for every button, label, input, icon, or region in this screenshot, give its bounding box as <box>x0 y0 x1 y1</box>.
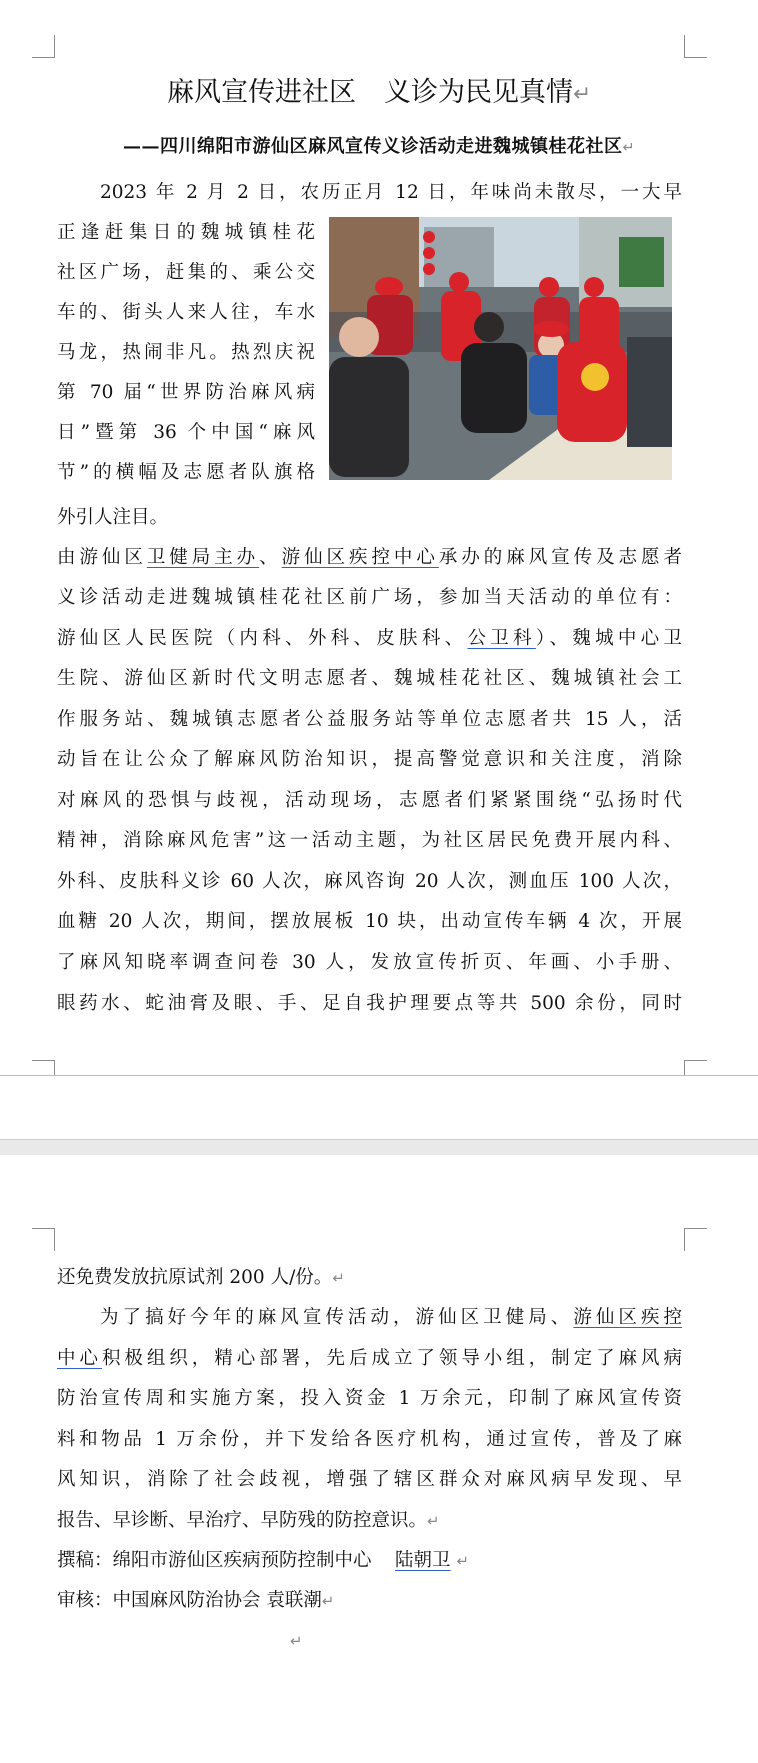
crop-mark-top-left <box>32 35 55 58</box>
text-line: 日”暨第 36 个中国“麻风 <box>57 422 315 443</box>
text-line: 社区广场，赶集的、乘公交 <box>57 262 315 283</box>
text-line: 报告、早诊断、早治疗、早防残的防控意识。↵ <box>57 1510 440 1531</box>
crop-mark-top-left <box>32 1228 55 1251</box>
link-cdc-2-cont[interactable]: 中心 <box>57 1348 102 1369</box>
page-edge <box>0 1075 758 1076</box>
text-line: 精神，消除麻风危害”这一活动主题，为社区居民免费开展内科、 <box>57 830 682 851</box>
crop-mark-top-right <box>684 1228 707 1251</box>
page-subtitle: ——四川绵阳市游仙区麻风宣传义诊活动走进魏城镇桂花社区↵ <box>122 136 636 157</box>
text-line: 还免费发放抗原试剂 200 人/份。↵ <box>57 1267 345 1288</box>
document-page-2 <box>0 1155 758 1763</box>
text-line: 外引人注目。 <box>57 507 169 528</box>
text-line: 节”的横幅及志愿者队旗格 <box>57 462 315 483</box>
link-cdc[interactable]: 游仙区疾控中心 <box>281 547 439 568</box>
author-name[interactable]: 陆朝卫 <box>395 1550 451 1571</box>
text-line: 防治宣传周和实施方案，投入资金 1 万余元，印制了麻风宣传资 <box>57 1388 682 1409</box>
text-line: 作服务站、魏城镇志愿者公益服务站等单位志愿者共 15 人，活 <box>57 709 682 730</box>
link-cdc-2[interactable]: 游仙区疾控 <box>573 1307 682 1328</box>
text-line: 正逢赶集日的魏城镇桂花 <box>57 222 315 243</box>
crop-mark-top-right <box>684 35 707 58</box>
text-line: 料和物品 1 万余份，并下发给各医疗机构，通过宣传，普及了麻 <box>57 1429 682 1450</box>
reviewer-line: 审核：中国麻风防治协会 袁联潮↵ <box>57 1590 335 1611</box>
text-line: 游仙区人民医院（内科、外科、皮肤科、公卫科）、魏城中心卫 <box>57 628 682 649</box>
text-line: 动旨在让公众了解麻风防治知识，提高警觉意识和关注度，消除 <box>57 749 682 770</box>
text-line: 风知识，消除了社会歧视，增强了辖区群众对麻风病早发现、早 <box>57 1469 682 1490</box>
author-line: 撰稿：绵阳市游仙区疾病预防控制中心 陆朝卫 ↵ <box>57 1550 469 1571</box>
text-line: 了麻风知晓率调查问卷 30 人，发放宣传折页、年画、小手册、 <box>57 952 682 973</box>
empty-paragraph: ↵ <box>290 1633 303 1650</box>
page-title: 麻风宣传进社区 义诊为民见真情↵ <box>166 77 592 108</box>
text-line: 由游仙区卫健局主办、游仙区疾控中心承办的麻风宣传及志愿者 <box>57 547 682 568</box>
text-line: 义诊活动走进魏城镇桂花社区前广场，参加当天活动的单位有： <box>57 587 682 608</box>
text-line: 第 70 届“世界防治麻风病 <box>57 382 315 403</box>
text-line: 生院、游仙区新时代文明志愿者、魏城桂花社区、魏城镇社会工 <box>57 668 682 689</box>
text-line: 马龙，热闹非凡。热烈庆祝 <box>57 342 315 363</box>
text-line: 外科、皮肤科义诊 60 人次，麻风咨询 20 人次，测血压 100 人次， <box>57 871 682 892</box>
text-line: 眼药水、蛇油膏及眼、手、足自我护理要点等共 500 余份，同时 <box>57 993 682 1014</box>
link-public-health-dept[interactable]: 公卫科 <box>467 628 536 649</box>
text-line: 对麻风的恐惧与歧视，活动现场，志愿者们紧紧围绕“弘扬时代 <box>57 790 682 811</box>
text-line: 血糖 20 人次，期间，摆放展板 10 块，出动宣传车辆 4 次，开展 <box>57 911 682 932</box>
text-line: 为了搞好今年的麻风宣传活动，游仙区卫健局、游仙区疾控 <box>100 1307 682 1328</box>
photo-volunteers-icon <box>329 217 672 480</box>
text-line: 中心积极组织，精心部署，先后成立了领导小组，制定了麻风病 <box>57 1348 682 1369</box>
link-health-bureau[interactable]: 卫健局主办 <box>146 547 260 568</box>
text-line: 车的、街头人来人往，车水 <box>57 302 315 323</box>
text-line: 2023 年 2 月 2 日，农历正月 12 日，年味尚未散尽，一大早 <box>100 182 682 203</box>
